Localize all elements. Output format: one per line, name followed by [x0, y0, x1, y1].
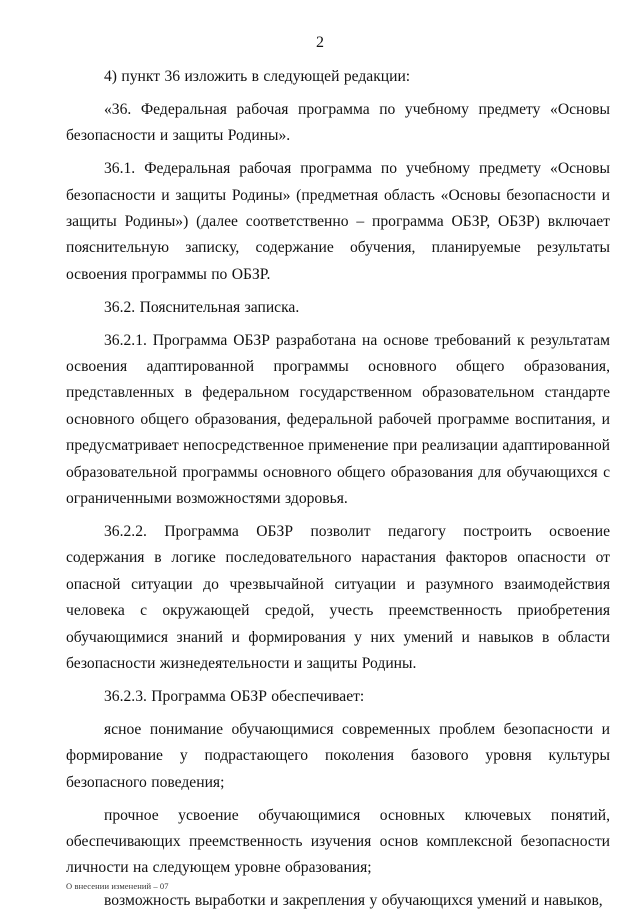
- paragraph-amendment-intro: 4) пункт 36 изложить в следующей редакции:: [104, 68, 411, 85]
- paragraph-36-2-1: 36.2.1. Программа ОБЗР разработана на основе требований к результатам освоения адаптированной программы основного общего образования, представленных в федеральном государственном образовательном стандарте основного общего образования, федеральной рабочей программе воспитания, и предусматривает непосредственное применение при реализации адаптированной образовательной программы основного общего образования для обучающихся с ограниченными возможностями здоровья.: [66, 331, 610, 508]
- paragraph-list-item-2: прочное усвоение обучающимися основных ключевых понятий, обеспечивающих преемственность изучения основ комплексной безопасности личности на следующем уровне образования;: [66, 806, 610, 877]
- document-body: [66, 64, 610, 921]
- paragraph-section-36-title: «36. Федеральная рабочая программа по учебному предмету «Основы безопасности и защиты Родины».: [66, 100, 610, 145]
- paragraph-36-2: 36.2. Пояснительная записка.: [104, 298, 300, 316]
- paragraph-36-2-2: 36.2.2. Программа ОБЗР позволит педагогу построить освоение содержания в логике последовательного нарастания факторов опасности от опасной ситуации до чрезвычайной ситуации и разумного взаимодействия человека с окружающей средой, учесть преемственность приобретения обучающимися знаний и формирования у них умений и навыков в области безопасности жизнедеятельности и защиты Родины.: [66, 523, 610, 673]
- paragraph-36-2-3: 36.2.3. Программа ОБЗР обеспечивает:: [104, 687, 365, 705]
- paragraph-list-item-1: ясное понимание обучающимися современных проблем безопасности и формирование у подрастающего поколения базового уровня культуры безопасного поведения;: [66, 720, 610, 791]
- paragraph-36-1: 36.1. Федеральная рабочая программа по учебному предмету «Основы безопасности и защиты Родины» (предметная область «Основы безопасности и защиты Родины») (далее соответственно – программа ОБЗР, ОБЗР) включает пояснительную записку, содержание обучения, планируемые результаты освоения программы по ОБЗР.: [66, 160, 610, 283]
- paragraph-list-item-3: возможность выработки и закрепления у обучающихся умений и навыков,: [104, 892, 603, 910]
- page-number: 2: [316, 34, 324, 51]
- footer-note: О внесении изменений – 07: [66, 881, 169, 891]
